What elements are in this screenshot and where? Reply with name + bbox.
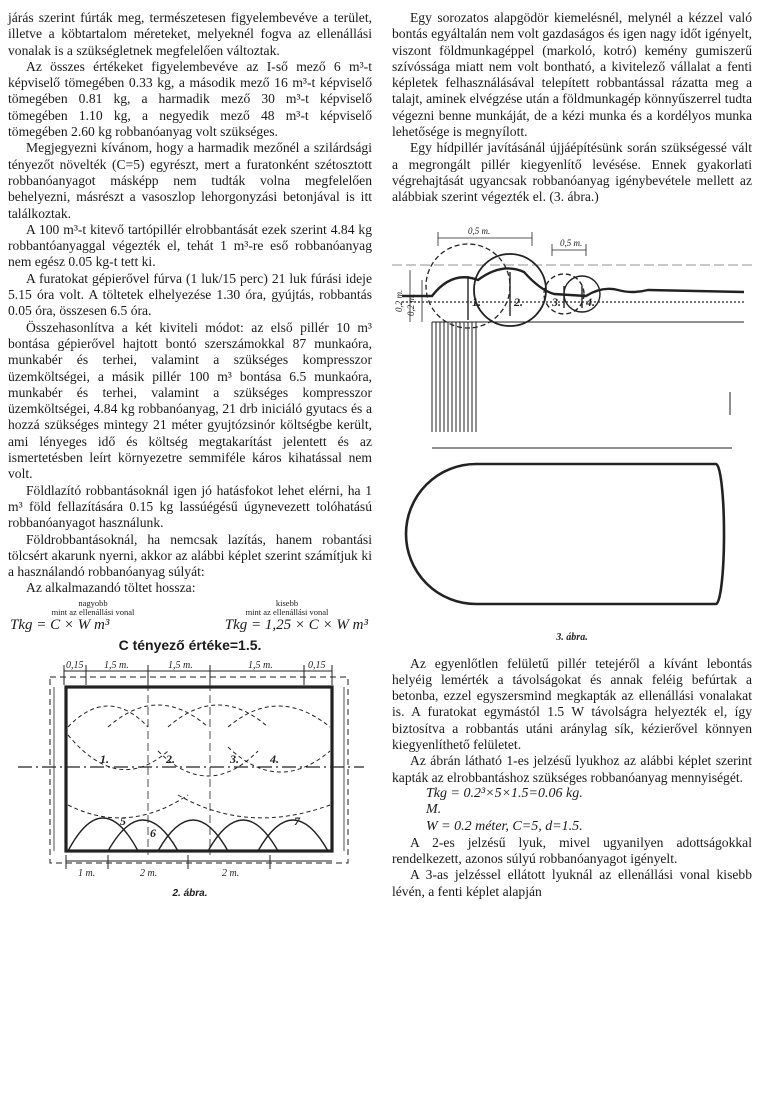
figure-3 [392,210,752,644]
dim-label: 1,5 m. [168,659,193,671]
c-factor-title: C tényező értéke=1.5. [118,636,262,653]
hole-number: 5 [120,813,126,828]
calc-line: M. [426,802,442,818]
paragraph: A 2-es jelzésű lyuk, mivel ugyanilyen adottságokkal rendelkezett, azonos súlyú robbanóanyagot igényelt. [392,834,752,867]
dim-label: 1,5 m. [104,659,129,671]
hole-number: 2. [514,294,523,309]
formula-labels [8,599,372,617]
label-larger-word: nagyobb [78,597,108,608]
label-larger [8,599,178,617]
paragraph: Az összes értékeket figyelembevéve az I-ső mező 6 m³-t képviselő tömegében 0.33 kg, a második mező 16 m³-t képviselő tömegében 0.81 kg, a harmadik mező 30 m³-t képviselő tömegében 1.10 kg, a negyedik mező 48 m³-t képviselő tömegében 2.60 kg robbanóanyag volt szükséges. [8,58,372,140]
label-smaller [202,599,372,617]
formula-larger: Tkg = C × W m³ [10,616,110,633]
calc-line: W = 0.2 méter, C=5, d=1.5. [426,818,583,834]
dim-label: 0,15 [308,659,326,671]
formulas [8,617,372,634]
paragraph: Megjegyezni kívánom, hogy a harmadik mezőnél a szilárdsági tényezőt növelték (C=5) egyrészt, mert a furatonként szétosztott robbanóanyagot másképp nem tudták volna megfelelően behelyezni, másrészt a vasoszlop lehorgonyzási betonjával is itt találkoztak. [8,140,372,221]
left-column [8,10,372,902]
hole-number: 2. [166,751,175,766]
calc-line: Tkg = 0.2³×5×1.5=0.06 kg. [426,785,583,801]
dim-label: 0,5 m. [468,225,491,236]
paragraph: Az ábrán látható 1-es jelzésű lyukhoz az alábbi képlet szerint kapták az elrobbantáshoz szükséges robbanóanyag mennyiségét. [392,753,752,785]
paragraph: Az alkalmazandó töltet hossza: [26,580,196,596]
paragraph: Földrobbantásoknál, ha nemcsak lazítás, hanem robantási tölcsért akarunk nyerni, akkor az alábbi képlet szerint számítjuk ki a használandó robbanóanyag súlyát: [8,531,372,580]
hole-number: 1. [100,751,109,766]
figure-2-caption: 2. ábra. [172,887,208,899]
paragraph: A furatokat gépierővel fúrva (1 luk/15 perc) 21 luk fúrási ideje 5.15 óra volt. A töltetek elhelyezése 1.30 óra, gyújtás, robbantás 0.05 óra, összesen 6.5 óra. [8,270,372,319]
formula-smaller: Tkg = 1,25 × C × W m³ [224,616,368,633]
right-column [392,10,752,900]
dim-label: 2 m. [140,867,158,879]
paragraph: A 3-as jelzéssel ellátott lyuknál az ellenállási vonal kisebb lévén, a fenti képlet alapján [392,867,752,899]
paragraph: Egy sorozatos alapgödör kiemelésnél, melynél a kézzel való bontás egyáltalán nem volt gazdaságos és igen nagy időt igényelt, viszont földmunkagéppel (markoló, kotró) kemény gumiszerű szívóssága miatt nem volt bontható, a kivitelező vállalat a fenti képletek felhasználásával telepített robbantással rázatta meg a talajt, aminek elvégzése után a földmunkagép könnyűszerrel tudta végezni benne munkáját, de a kézi munka és a kordélyos munka lehetősége is megnyílott. [392,10,752,140]
hole-number: 3. [552,294,561,309]
dim-label: 0,2 m. [406,293,416,316]
hole-number: 1. [472,294,481,309]
paragraph: járás szerint fúrták meg, természetesen figyelembevéve a terület, illetve a köbtartalom méreteket, melyeknél fogva az ellenállási vonalak is a szükségletnek megfelelően változtak. [8,10,372,58]
paragraph: Az egyenlőtlen felületű pillér tetejéről a kívánt lebontás helyéig lemérték a távolságokat és annak feléig befúrtak a betonba, ezzel egyszersmind megkapták az ellenállási vonalakat is. A furatokat egymástól 1.5 W távolságra helyezték el, így biztosítva a robbantás utáni aránylag sík, kézierővel könnyen kiegyenlíthető felületet. [392,655,752,753]
paragraph: Egy hídpillér javításánál újjáépítésünk során szükségessé vált a megrongált pillér kiegyenlítő levésése. Ennek gyakorlati végrehajtását ugyancsak robbanóanyag igénybevétele mellett az alábbiak szerint végezték el. (3. ábra.) [392,140,752,205]
label-smaller-desc: mint az ellenállási vonal [245,606,329,617]
paragraph: Összehasonlítva a két kiviteli módot: az első pillér 10 m³ bontása gépierővel hajtott bontó szerszámokkal 87 munkaóra, munkabér és terhei, valamint a szükséges kompresszor üzemköltségei, a másik pillér 100 m³ bontása 6.5 munkaóra, munkabér és terhei, valamint a szükséges kompresszor üzemköltségei, 4.84 kg robbanóanyag, 21 drb iniciáló gyutacs és a hozzá szükséges mintegy 21 méter gyujtózsinór költségbe került, ami lényeges idő és költség megtakarítást jelentett és az ismertetésben leírt környezetre semmiféle káros kihatással nem volt. [8,319,372,482]
hole-number: 7 [294,813,300,828]
label-larger-desc: mint az ellenállási vonal [51,606,135,617]
hole-number: 4. [270,751,279,766]
calculation [392,786,752,835]
dim-label: 0,5 m. [560,237,583,248]
dim-label: 2 m. [222,867,240,879]
hole-number: 6 [150,825,156,840]
dim-label: 0,2 m. [394,289,404,312]
hole-number: 3. [230,751,239,766]
dim-label: 0,15 [66,659,84,671]
figure-2 [8,655,372,885]
label-smaller-word: kisebb [275,597,299,608]
dim-label: 1 m. [78,867,96,879]
paragraph: Földlazító robbantásoknál igen jó hatásfokot lehet elérni, ha 1 m³ föld fellazítására 0.15 kg lassúégésű úgynevezett tolóhatású robbanóanyagot használunk. [8,482,372,531]
hole-number: 4. [586,294,595,309]
figure-3-caption: 3. ábra. [556,631,588,643]
dim-label: 1,5 m. [248,659,273,671]
paragraph: A 100 m³-t kitevő tartópillér elrobbantását ezek szerint 4.84 kg robbantóanyaggal végezték el, tehát 1 m³-re eső robbanóanyag nem egész 0.05 kg-t tett ki. [8,221,372,270]
